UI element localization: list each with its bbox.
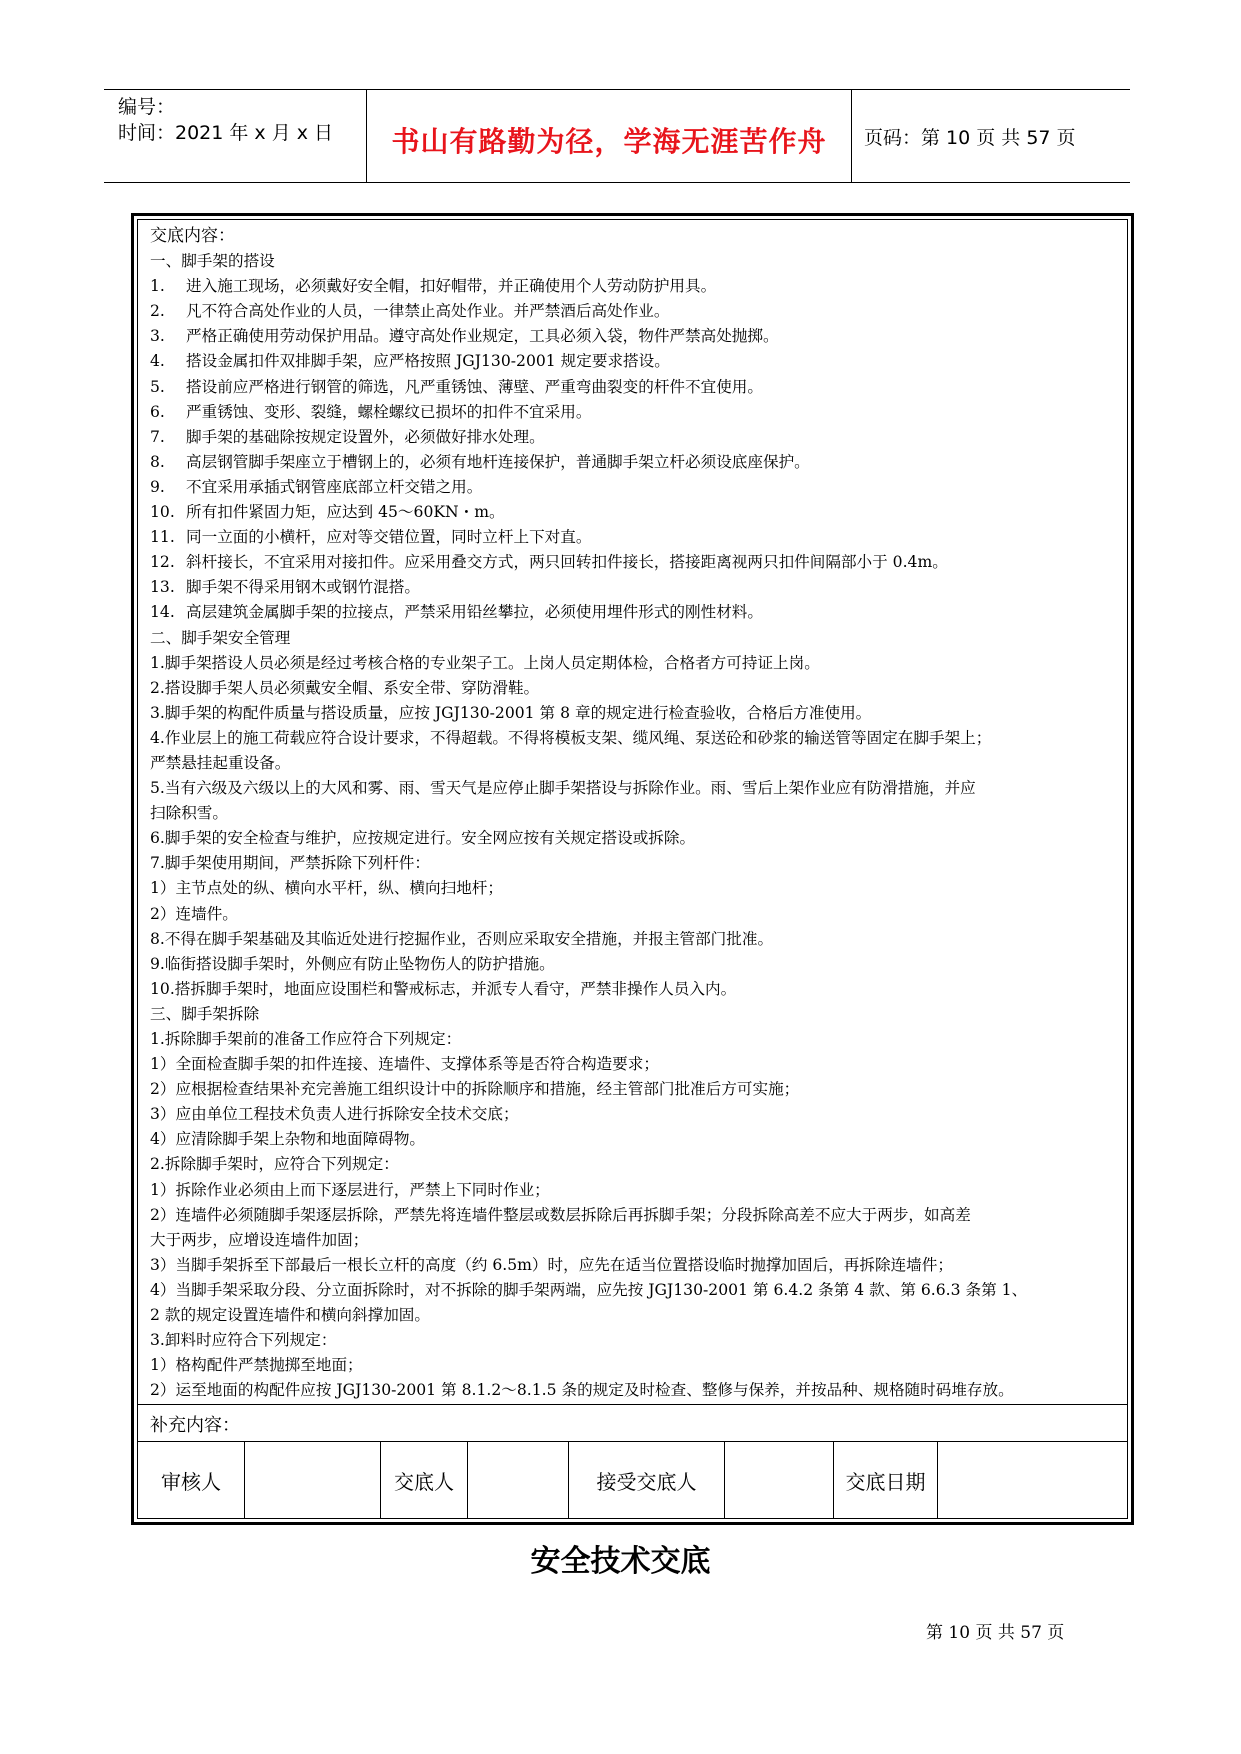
document-number-label: 编号： (118, 96, 176, 118)
line-text: 进入施工现场，必须戴好安全帽，扣好帽带，并正确使用个人劳动防护用具。 (186, 277, 717, 296)
receiver-label: 接受交底人 (569, 1442, 725, 1519)
content-lines (150, 249, 1123, 1403)
content-line (150, 1328, 1123, 1353)
reviewer-signature-field[interactable] (245, 1442, 381, 1519)
content-line (150, 550, 1123, 575)
disclosure-date-label: 交底日期 (834, 1442, 938, 1519)
line-text: 脚手架不得采用钢木或钢竹混搭。 (186, 578, 420, 597)
line-text: 一、脚手架的搭设 (150, 252, 275, 271)
content-line (150, 1127, 1123, 1152)
content-line (150, 400, 1123, 425)
line-text: 严禁悬挂起重设备。 (150, 753, 291, 772)
line-text: 2.搭设脚手架人员必须戴安全帽、系安全带、穿防滑鞋。 (150, 678, 540, 697)
line-text: 同一立面的小横杆，应对等交错位置，同时立杆上下对直。 (186, 528, 592, 547)
header-motto-cell (367, 90, 852, 182)
content-line (150, 826, 1123, 851)
discloser-label: 交底人 (381, 1442, 468, 1519)
content-line (150, 927, 1123, 952)
header-page-cell (852, 90, 1130, 182)
content-line (150, 274, 1123, 299)
signature-row (138, 1441, 1127, 1519)
line-number: 13. (150, 578, 175, 597)
line-text: 凡不符合高处作业的人员，一律禁止高处作业。并严禁酒后高处作业。 (186, 302, 670, 321)
line-text: 3.脚手架的构配件质量与搭设质量，应按 JGJ130-2001 第 8 章的规定进行检查验收，合格后方准使用。 (150, 703, 872, 722)
content-line (150, 1353, 1123, 1378)
line-text: 6.脚手架的安全检查与维护，应按规定进行。安全网应按有关规定搭设或拆除。 (150, 829, 696, 848)
content-line (150, 1253, 1123, 1278)
line-text: 10.搭拆脚手架时，地面应设围栏和警戒标志，并派专人看守，严禁非操作人员入内。 (150, 979, 737, 998)
content-line (150, 1027, 1123, 1052)
discloser-signature-field[interactable] (468, 1442, 569, 1519)
content-line (150, 1002, 1123, 1027)
content-line (150, 1228, 1123, 1253)
content-line (150, 1178, 1123, 1203)
content-line (150, 1278, 1123, 1303)
content-line (150, 324, 1123, 349)
header-page-number: 页码：第 10 页 共 57 页 (864, 127, 1076, 149)
line-text: 1）格构配件严禁抛掷至地面； (150, 1356, 363, 1375)
supplement-row (138, 1404, 1127, 1441)
line-number: 6. (150, 402, 165, 421)
line-text: 2）连墙件必须随脚手架逐层拆除，严禁先将连墙件整层或数层拆除后再拆脚手架；分段拆除高差不应大于两步，如高差 (150, 1205, 971, 1224)
line-text: 1.拆除脚手架前的准备工作应符合下列规定： (150, 1030, 462, 1048)
line-text: 4）应清除脚手架上杂物和地面障碍物。 (150, 1130, 426, 1149)
line-number: 9. (150, 477, 165, 496)
content-line (150, 1052, 1123, 1077)
line-number: 3. (150, 327, 165, 346)
line-text: 1.脚手架搭设人员必须是经过考核合格的专业架子工。上岗人员定期体检，合格者方可持证上岗。 (150, 653, 820, 672)
content-line (150, 651, 1123, 676)
line-number: 12. (150, 553, 175, 572)
content-line (150, 375, 1123, 400)
line-text: 5.当有六级及六级以上的大风和雾、雨、雪天气是应停止脚手架搭设与拆除作业。雨、雪后上架作业应有防滑措施，并应 (150, 779, 976, 798)
disclosure-table (137, 219, 1128, 1519)
line-text: 1）主节点处的纵、横向水平杆，纵、横向扫地杆； (150, 879, 503, 898)
line-number: 11. (150, 528, 175, 547)
line-text: 不宜采用承插式钢管座底部立杆交错之用。 (186, 477, 483, 496)
line-text: 9.临街搭设脚手架时，外侧应有防止坠物伤人的防护措施。 (150, 954, 555, 973)
content-line (150, 299, 1123, 324)
line-text: 2）运至地面的构配件应按 JGJ130-2001 第 8.1.2～8.1.5 条的规定及时检查、整修与保养，并按品种、规格随时码堆存放。 (150, 1381, 1014, 1400)
document-title: 安全技术交底 (530, 1544, 711, 1579)
content-line (150, 249, 1123, 274)
disclosure-date-field[interactable] (938, 1442, 1127, 1519)
line-text: 2.拆除脚手架时，应符合下列规定： (150, 1155, 399, 1174)
line-text: 扫除积雪。 (150, 804, 228, 823)
content-line (150, 952, 1123, 977)
line-text: 二、脚手架安全管理 (150, 628, 291, 647)
line-number: 14. (150, 603, 175, 622)
content-line (150, 1203, 1123, 1228)
content-line (150, 1303, 1123, 1328)
page-footer: 第 10 页 共 57 页 (926, 1623, 1065, 1643)
supplement-label: 补充内容： (150, 1415, 240, 1436)
receiver-signature-field[interactable] (725, 1442, 834, 1519)
content-line (150, 525, 1123, 550)
line-text: 7.脚手架使用期间，严禁拆除下列杆件： (150, 854, 430, 873)
line-text: 4.作业层上的施工荷载应符合设计要求，不得超载。不得将模板支架、缆风绳、泵送砼和砂浆的输送管等固定在脚手架上； (150, 728, 992, 747)
content-title: 交底内容： (150, 226, 235, 246)
content-line (150, 726, 1123, 751)
content-line (150, 851, 1123, 876)
content-line (150, 902, 1123, 927)
content-line (150, 776, 1123, 801)
content-line (150, 1378, 1123, 1403)
page-header (104, 89, 1130, 183)
line-number: 1. (150, 277, 165, 296)
content-line (150, 500, 1123, 525)
line-text: 斜杆接长，不宜采用对接扣件。应采用叠交方式，两只回转扣件接长，搭接距离视两只扣件间隔部小于 0.4m。 (186, 553, 948, 572)
content-line (150, 450, 1123, 475)
content-line (150, 1152, 1123, 1177)
line-text: 8.不得在脚手架基础及其临近处进行挖掘作业，否则应采取安全措施，并报主管部门批准。 (150, 929, 774, 948)
content-line (150, 751, 1123, 776)
line-text: 三、脚手架拆除 (150, 1004, 260, 1023)
line-text: 3.卸料时应符合下列规定： (150, 1331, 337, 1350)
content-line (150, 475, 1123, 500)
line-text: 高层建筑金属脚手架的拉接点，严禁采用铅丝攀拉，必须使用埋件形式的刚性材料。 (186, 603, 763, 622)
content-line (150, 701, 1123, 726)
line-text: 3）应由单位工程技术负责人进行拆除安全技术交底； (150, 1105, 519, 1124)
line-text: 1）拆除作业必须由上而下逐层进行，严禁上下同时作业； (150, 1180, 550, 1199)
content-line (150, 425, 1123, 450)
line-text: 严重锈蚀、变形、裂缝，螺栓螺纹已损坏的扣件不宜采用。 (186, 402, 592, 421)
line-number: 10. (150, 503, 175, 522)
content-line (150, 349, 1123, 374)
content-line (150, 1102, 1123, 1127)
content-line (150, 575, 1123, 600)
line-text: 4）当脚手架采取分段、分立面拆除时，对不拆除的脚手架两端，应先按 JGJ130-2001 第 6.4.2 条第 4 款、第 6.6.3 条第 1、 (150, 1280, 1028, 1299)
content-line (150, 600, 1123, 625)
document-time-label: 时间：2021 年 x 月 x 日 (118, 122, 334, 144)
line-number: 2. (150, 302, 165, 321)
header-info-cell (104, 90, 367, 182)
line-text: 搭设前应严格进行钢管的筛选，凡严重锈蚀、薄壁、严重弯曲裂变的杆件不宜使用。 (186, 377, 763, 396)
line-number: 7. (150, 427, 165, 446)
line-text: 3）当脚手架拆至下部最后一根长立杆的高度（约 6.5m）时，应先在适当位置搭设临时抛撑加固后，再拆除连墙件； (150, 1255, 953, 1274)
content-line (150, 1077, 1123, 1102)
line-text: 搭设金属扣件双排脚手架，应严格按照 JGJ130-2001 规定要求搭设。 (186, 352, 670, 371)
line-text: 1）全面检查脚手架的扣件连接、连墙件、支撑体系等是否符合构造要求； (150, 1055, 659, 1074)
line-text: 大于两步，应增设连墙件加固； (150, 1230, 369, 1249)
line-text: 2）应根据检查结果补充完善施工组织设计中的拆除顺序和措施，经主管部门批准后方可实施； (150, 1080, 800, 1099)
line-text: 所有扣件紧固力矩，应达到 45～60KN・m。 (186, 503, 505, 522)
reviewer-label: 审核人 (138, 1442, 245, 1519)
line-text: 高层钢管脚手架座立于槽钢上的，必须有地杆连接保护，普通脚手架立杆必须设底座保护。 (186, 452, 810, 471)
disclosure-content (150, 224, 1123, 1403)
content-line (150, 977, 1123, 1002)
content-line (150, 676, 1123, 701)
content-line (150, 876, 1123, 901)
line-number: 8. (150, 452, 165, 471)
line-number: 5. (150, 377, 165, 396)
line-text: 严格正确使用劳动保护用品。遵守高处作业规定，工具必须入袋，物件严禁高处抛掷。 (186, 327, 779, 346)
header-motto: 书山有路勤为径，学海无涯苦作舟 (391, 125, 827, 158)
content-line (150, 626, 1123, 651)
line-text: 2 款的规定设置连墙件和横向斜撑加固。 (150, 1306, 430, 1325)
line-number: 4. (150, 352, 165, 371)
line-text: 2）连墙件。 (150, 904, 238, 923)
content-line (150, 801, 1123, 826)
line-text: 脚手架的基础除按规定设置外，必须做好排水处理。 (186, 427, 545, 446)
